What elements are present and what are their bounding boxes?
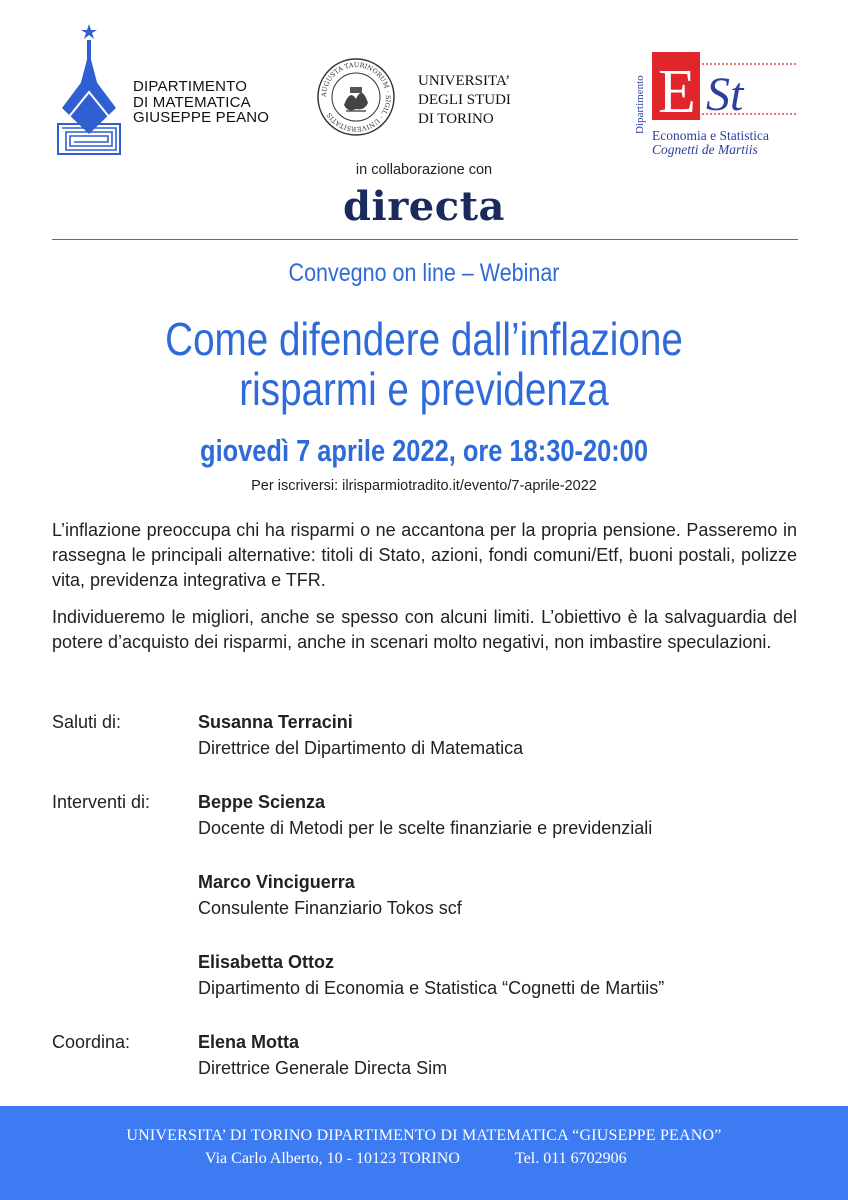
header-divider [52,239,798,240]
uni-line-2: DEGLI STUDI [418,92,511,108]
footer-phone: Tel. 011 6702906 [515,1150,627,1167]
speaker-role: Direttrice del Dipartimento di Matematica [198,738,524,758]
registration-info: Per iscriversi: ilrisparmiotradito.it/evento/7-aprile-2022 [251,478,597,494]
est-vertical-label: Dipartimento [634,75,646,134]
uni-line-3: DI TORINO [418,111,494,127]
footer-address: Via Carlo Alberto, 10 - 10123 TORINO [205,1150,460,1167]
speaker-role: Consulente Finanziario Tokos scf [198,898,462,918]
speaker-role: Direttrice Generale Directa Sim [198,1058,448,1078]
directa-logo: directa [343,183,505,230]
footer-institution: UNIVERSITA’ DI TORINO DIPARTIMENTO DI MATEMATICA “GIUSEPPE PEANO” [126,1127,722,1144]
est-letter-e: E [658,58,696,126]
speaker-role: Dipartimento di Economia e Statistica “Cognetti de Martiis” [198,978,665,998]
event-subtitle: Convegno on line – Webinar [288,259,560,287]
collaboration-label: in collaborazione con [355,162,493,178]
dept-line-1: DIPARTIMENTO [133,78,248,95]
dept-line-2: DI MATEMATICA [133,93,251,111]
program-label: Interventi di: [52,792,151,812]
speaker-name: Marco Vinciguerra [198,872,355,892]
speaker-name: Elena Motta [198,1032,300,1052]
est-department-logo-icon [632,52,802,162]
est-line-1: Economia e Statistica [652,128,769,143]
description-paragraph-2: Individueremo le migliori, anche se spesso con alcuni limiti. L’obiettivo è la salvaguardia del potere d’acquisto dei risparmi, anche in scenari molto negativi, non imbastire speculazioni. [52,607,797,652]
est-letters-st: St [706,68,744,121]
event-title [68,314,780,414]
uni-line-1: UNIVERSITA’ [418,73,511,89]
svg-text:AUGUSTA TAURINORUM · SIGIL · U: AUGUSTA TAURINORUM · SIGIL · UNIVERSITATIS [319,60,393,134]
dept-math-name [133,79,269,126]
program-label: Saluti di: [52,712,122,732]
event-date: giovedì 7 aprile 2022, ore 18:30-20:00 [200,433,648,468]
speaker-name: Beppe Scienza [198,792,326,812]
university-seal-icon [316,57,396,137]
speaker-name: Susanna Terracini [198,712,353,732]
speaker-name: Elisabetta Ottoz [198,952,335,972]
est-line-2: Cognetti de Martiis [652,142,758,157]
dept-line-3: GIUSEPPE PEANO [133,109,270,126]
event-title-line-1: Come difendere dall’inflazione [165,313,683,365]
dept-math-logo-icon [50,22,128,158]
description-paragraph-1: L’inflazione preoccupa chi ha risparmi o ne accantona per la propria pensione. Passeremo in rassegna le principali alternative: titoli di Stato, azioni, fondi comuni/Etf, buoni postali, polizze vita, previdenza integrativa e TFR. [52,520,797,590]
program-label: Coordina: [52,1032,131,1052]
event-title-line-2: risparmi e previdenza [239,363,609,415]
speaker-role: Docente di Metodi per le scelte finanziarie e previdenziali [198,818,653,838]
university-name [418,72,511,129]
